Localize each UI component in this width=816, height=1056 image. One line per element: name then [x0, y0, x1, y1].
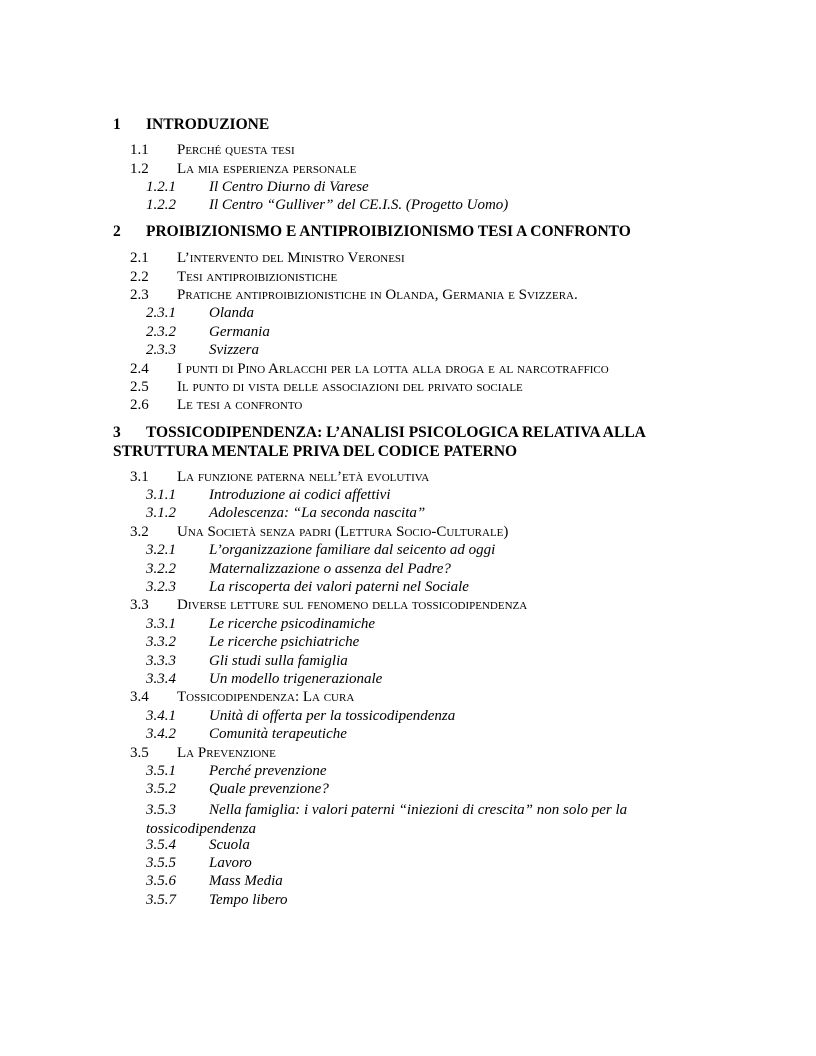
toc-subsection-3-5-3	[146, 801, 676, 839]
section-title: I punti di Pino Arlacchi per la lotta alla droga e al narcotraffico	[177, 361, 609, 377]
subsection-number: 2.3.3	[146, 342, 176, 358]
subsection-number: 3.2.3	[146, 579, 176, 595]
subsection-title: Il Centro Diurno di Varese	[209, 179, 369, 195]
chapter-number: 2	[113, 223, 121, 240]
subsection-number: 3.1.2	[146, 505, 176, 521]
subsection-number: 3.4.2	[146, 726, 176, 742]
section-title: Pratiche antiproibizionistiche in Olanda, Germania e Svizzera.	[177, 287, 578, 303]
section-number: 2.5	[130, 379, 149, 395]
subsection-title: Quale prevenzione?	[209, 781, 329, 797]
section-title: L’intervento del Ministro Veronesi	[177, 250, 405, 266]
section-number: 3.2	[130, 524, 149, 540]
subsection-number: 3.4.1	[146, 708, 176, 724]
subsection-number: 3.5.5	[146, 855, 176, 871]
section-title: La Prevenzione	[177, 745, 276, 761]
subsection-number: 2.3.1	[146, 305, 176, 321]
subsection-title: Lavoro	[209, 855, 252, 871]
subsection-number: 1.2.1	[146, 179, 176, 195]
section-number: 2.4	[130, 361, 149, 377]
subsection-number: 3.2.2	[146, 561, 176, 577]
subsection-title: Un modello trigenerazionale	[209, 671, 383, 687]
subsection-number: 3.5.4	[146, 837, 176, 853]
chapter-title: INTRODUZIONE	[146, 116, 270, 133]
chapter-number: 3	[113, 424, 121, 441]
subsection-number: 3.5.3	[146, 802, 176, 818]
chapter-number: 1	[113, 116, 121, 133]
chapter-title-line-2: STRUTTURA MENTALE PRIVA DEL CODICE PATERNO	[113, 443, 518, 460]
subsection-number: 3.3.2	[146, 634, 176, 650]
section-title: Tossicodipendenza: La cura	[177, 689, 355, 705]
section-number: 3.3	[130, 597, 149, 613]
subsection-title: Germania	[209, 324, 270, 340]
subsection-title: Il Centro “Gulliver” del CE.I.S. (Progetto Uomo)	[209, 197, 509, 213]
section-number: 3.4	[130, 689, 149, 705]
section-number: 1.2	[130, 161, 149, 177]
subsection-number: 3.5.1	[146, 763, 176, 779]
subsection-title: Mass Media	[209, 873, 283, 889]
subsection-number: 3.1.1	[146, 487, 176, 503]
subsection-title: Maternalizzazione o assenza del Padre?	[209, 561, 451, 577]
subsection-number: 3.5.7	[146, 892, 176, 908]
section-number: 2.2	[130, 269, 149, 285]
section-title: Le tesi a confronto	[177, 397, 303, 413]
section-number: 3.1	[130, 469, 149, 485]
subsection-title: Svizzera	[209, 342, 259, 358]
subsection-title: Adolescenza: “La seconda nascita”	[209, 505, 426, 521]
section-number: 2.3	[130, 287, 149, 303]
subsection-number: 3.3.1	[146, 616, 176, 632]
subsection-number: 3.5.6	[146, 873, 176, 889]
subsection-number: 3.3.4	[146, 671, 176, 687]
subsection-number: 3.2.1	[146, 542, 176, 558]
subsection-title: L’organizzazione familiare dal seicento ad oggi	[209, 542, 496, 558]
section-number: 1.1	[130, 142, 149, 158]
section-title: Diverse letture sul fenomeno della tossicodipendenza	[177, 597, 528, 613]
subsection-title: Olanda	[209, 305, 254, 321]
subsection-title: Perché prevenzione	[209, 763, 327, 779]
subsection-title: Nella famiglia: i valori paterni “iniezioni di crescita” non solo per la tossicodipendenza	[146, 802, 628, 837]
section-title: Il punto di vista delle associazioni del privato sociale	[177, 379, 523, 395]
subsection-title: Gli studi sulla famiglia	[209, 653, 348, 669]
subsection-title: La riscoperta dei valori paterni nel Sociale	[209, 579, 469, 595]
section-title: La mia esperienza personale	[177, 161, 357, 177]
chapter-title-line-1: TOSSICODIPENDENZA: L’ANALISI PSICOLOGICA RELATIVA ALLA	[146, 424, 646, 441]
section-title: Una Società senza padri (Lettura Socio-Culturale)	[177, 524, 509, 540]
section-number: 3.5	[130, 745, 149, 761]
section-title: La funzione paterna nell’età evolutiva	[177, 469, 430, 485]
subsection-title: Scuola	[209, 837, 250, 853]
chapter-title: PROIBIZIONISMO E ANTIPROIBIZIONISMO TESI A CONFRONTO	[146, 223, 631, 240]
section-title: Tesi antiproibizionistiche	[177, 269, 338, 285]
subsection-number: 1.2.2	[146, 197, 176, 213]
section-number: 2.6	[130, 397, 149, 413]
section-title: Perché questa tesi	[177, 142, 295, 158]
subsection-title: Le ricerche psichiatriche	[209, 634, 360, 650]
subsection-number: 2.3.2	[146, 324, 176, 340]
subsection-title: Le ricerche psicodinamiche	[209, 616, 376, 632]
subsection-number: 3.3.3	[146, 653, 176, 669]
subsection-title: Introduzione ai codici affettivi	[209, 487, 391, 503]
section-number: 2.1	[130, 250, 149, 266]
subsection-title: Unità di offerta per la tossicodipendenza	[209, 708, 456, 724]
subsection-title: Tempo libero	[209, 892, 288, 908]
subsection-number: 3.5.2	[146, 781, 176, 797]
subsection-title: Comunità terapeutiche	[209, 726, 347, 742]
